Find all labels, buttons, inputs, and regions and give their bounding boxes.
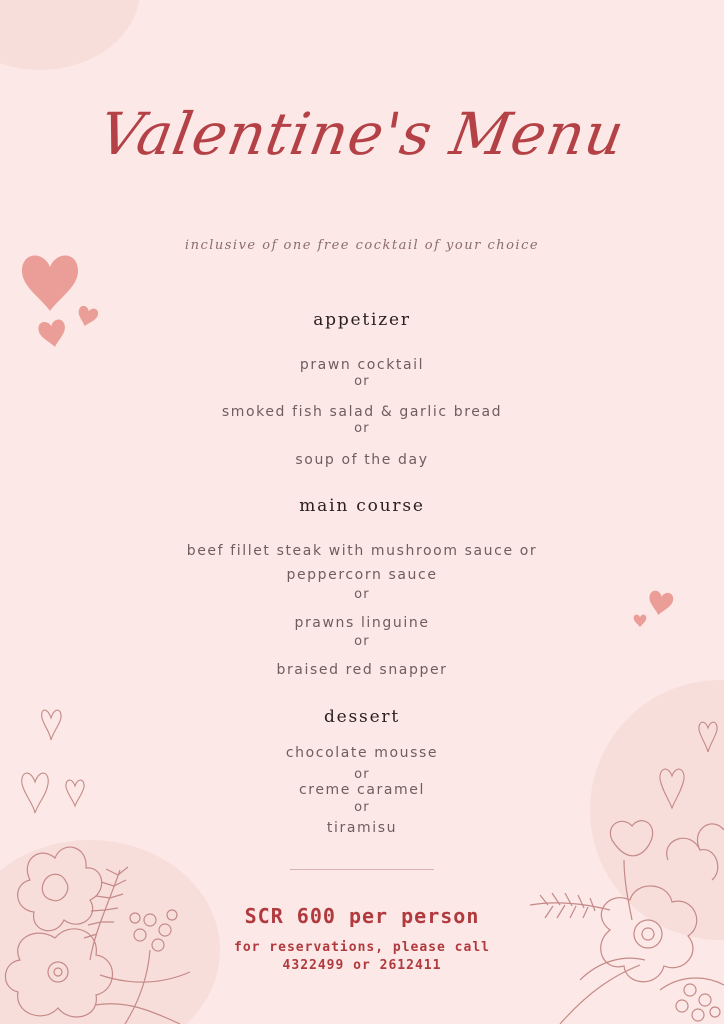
menu-item: braised red snapper — [276, 662, 448, 678]
menu-item: creme caramel — [298, 782, 425, 798]
or-separator: or — [354, 421, 370, 436]
menu-item: soup of the day — [295, 452, 429, 468]
reservation-phone-numbers: 4322499 or 2612411 — [282, 958, 442, 973]
menu-item: smoked fish salad & garlic bread — [221, 404, 503, 420]
or-separator: or — [354, 587, 370, 602]
heart-icon — [22, 255, 99, 349]
or-separator: or — [354, 800, 370, 815]
flower-illustration — [5, 847, 190, 1024]
menu-title: Valentine's Menu — [94, 100, 630, 168]
price-per-person: SCR 600 per person — [244, 904, 480, 928]
section-heading-dessert: dessert — [323, 707, 400, 727]
menu-subtitle: inclusive of one free cocktail of your choice — [184, 238, 540, 253]
reservation-text: for reservations, please call — [234, 940, 490, 955]
menu-item: peppercorn sauce — [286, 567, 438, 583]
divider — [290, 869, 434, 870]
or-separator: or — [354, 767, 370, 782]
section-heading-appetizer: appetizer — [313, 310, 411, 330]
menu-item: prawn cocktail — [299, 357, 425, 373]
menu-item: tiramisu — [326, 820, 398, 836]
menu-item: chocolate mousse — [285, 745, 439, 761]
menu-item: beef fillet steak with mushroom sauce or — [186, 543, 538, 559]
or-separator: or — [354, 374, 370, 389]
or-separator: or — [354, 634, 370, 649]
menu-item: prawns linguine — [294, 615, 430, 631]
section-heading-main-course: main course — [299, 496, 425, 516]
